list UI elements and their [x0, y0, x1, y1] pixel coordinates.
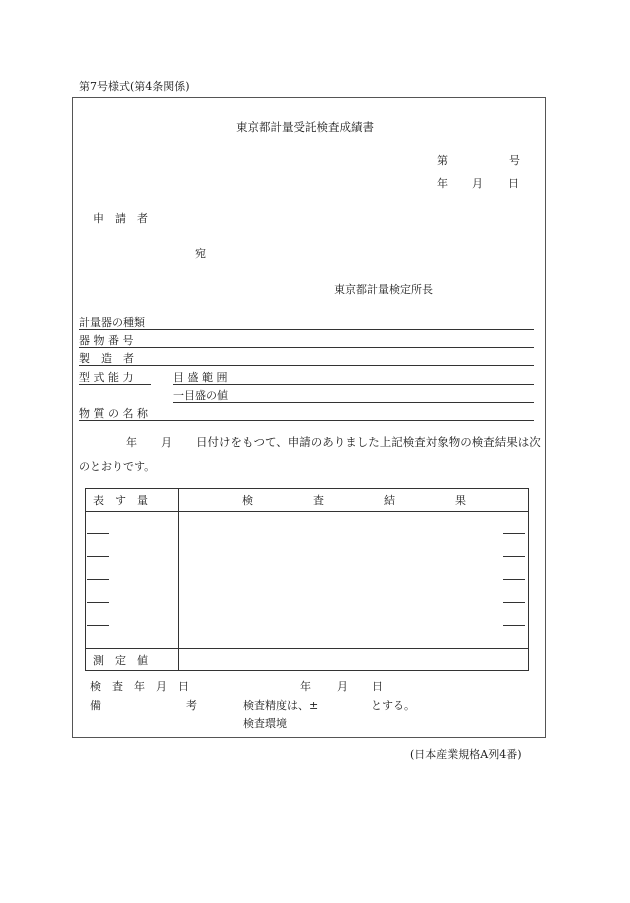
field-underline: [79, 420, 534, 421]
form-reference: 第7号様式(第4条関係): [79, 80, 190, 93]
result-blank: [503, 602, 525, 603]
date-year: 年: [437, 177, 448, 190]
table-measured-line: [85, 648, 529, 649]
field-underline: [79, 329, 534, 330]
field-serial-number: 器 物 番 号: [79, 334, 134, 347]
field-scale-range: 目 盛 範 囲: [173, 371, 228, 384]
applicant-label: 申 請 者: [93, 212, 148, 225]
header-quantity: 表 す 量: [93, 494, 148, 507]
quantity-blank: [87, 556, 109, 557]
precision-prefix: 検査精度は、±: [243, 699, 319, 712]
number-dai: 第: [437, 154, 448, 167]
field-substance-name: 物 質 の 名 称: [79, 407, 148, 420]
remarks-label-kou: 考: [186, 699, 197, 712]
inspection-date-day: 日: [372, 680, 383, 693]
header-result-sa: 査: [313, 494, 324, 507]
intro-line2: のとおりです。: [79, 460, 156, 473]
field-underline: [79, 347, 534, 348]
inspection-date-label: 検 査 年 月 日: [90, 680, 189, 693]
quantity-blank: [87, 579, 109, 580]
remarks-label-bi: 備: [90, 699, 101, 712]
issuer-name: 東京都計量検定所長: [334, 283, 433, 296]
date-month: 月: [472, 177, 483, 190]
paper-size-note: (日本産業規格A列4番): [410, 748, 522, 761]
field-underline: [173, 384, 534, 385]
result-blank: [503, 556, 525, 557]
results-table: [85, 488, 529, 671]
quantity-blank: [87, 625, 109, 626]
number-go: 号: [509, 154, 520, 167]
intro-line1: 日付けをもつて、申請のありました上記検査対象物の検査結果は次: [196, 435, 541, 449]
date-day: 日: [508, 177, 519, 190]
field-underline: [79, 384, 151, 385]
field-manufacturer: 製 造 者: [79, 352, 134, 365]
intro-month: 月: [161, 436, 172, 449]
field-underline: [173, 402, 534, 403]
field-model-capacity: 型 式 能 力: [79, 371, 134, 384]
measured-value-label: 測 定 値: [93, 654, 148, 667]
header-result-ketsu: 結: [384, 494, 395, 507]
result-blank: [503, 579, 525, 580]
addressee-suffix: 宛: [195, 247, 206, 260]
quantity-blank: [87, 533, 109, 534]
header-result-ka: 果: [455, 494, 466, 507]
field-scale-division: 一目盛の値: [173, 389, 228, 402]
precision-suffix: とする。: [371, 699, 415, 712]
quantity-blank: [87, 602, 109, 603]
header-result-ken: 検: [242, 494, 253, 507]
intro-year: 年: [126, 436, 137, 449]
table-divider: [178, 488, 179, 671]
inspection-environment: 検査環境: [243, 717, 287, 730]
document-title: 東京都計量受託検査成績書: [236, 120, 374, 134]
table-header-line: [85, 511, 529, 512]
field-underline: [79, 365, 534, 366]
field-instrument-type: 計量器の種類: [79, 316, 145, 329]
inspection-date-month: 月: [337, 680, 348, 693]
result-blank: [503, 533, 525, 534]
result-blank: [503, 625, 525, 626]
inspection-date-year: 年: [300, 680, 311, 693]
